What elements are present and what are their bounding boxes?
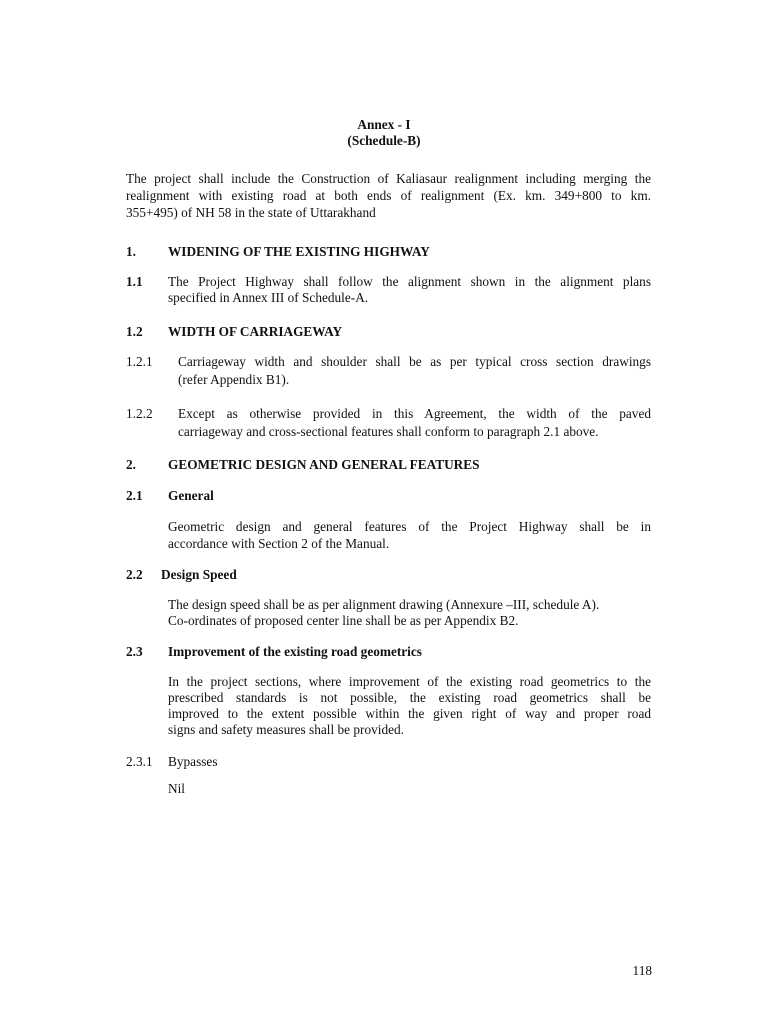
section-2-3-line-3: improved to the extent possible within the given right of way and proper road bbox=[168, 706, 651, 721]
section-1-2-2-line-2: carriageway and cross-sectional features shall conform to paragraph 2.1 above. bbox=[178, 424, 599, 439]
intro-line-3: 355+495) of NH 58 in the state of Uttarakhand bbox=[126, 205, 376, 220]
section-2-heading: GEOMETRIC DESIGN AND GENERAL FEATURES bbox=[168, 457, 480, 472]
intro-line-1: The project shall include the Construction of Kaliasaur realignment including merging the bbox=[126, 171, 651, 186]
schedule-subtitle: (Schedule-B) bbox=[347, 133, 421, 148]
section-2-3-number: 2.3 bbox=[126, 644, 143, 659]
section-2-1-number: 2.1 bbox=[126, 488, 143, 503]
section-1-2-1-line-1: Carriageway width and shoulder shall be as per typical cross section drawings bbox=[178, 354, 651, 369]
section-1-2-number: 1.2 bbox=[126, 324, 143, 339]
section-1-2-2-number: 1.2.2 bbox=[126, 406, 153, 421]
section-1-2-heading: WIDTH OF CARRIAGEWAY bbox=[168, 324, 343, 339]
section-1-1-line-1: The Project Highway shall follow the alignment shown in the alignment plans bbox=[168, 274, 651, 289]
annex-title: Annex - I bbox=[357, 117, 411, 132]
section-2-3-line-1: In the project sections, where improvement of the existing road geometrics to the bbox=[168, 674, 651, 689]
section-2-2-line-2: Co-ordinates of proposed center line shall be as per Appendix B2. bbox=[168, 613, 519, 628]
section-2-3-line-2: prescribed standards is not possible, the existing road geometrics shall be bbox=[168, 690, 651, 705]
section-1-1-number: 1.1 bbox=[126, 274, 143, 289]
intro-line-2: realignment with existing road at both ends of realignment (Ex. km. 349+800 to km. bbox=[126, 188, 651, 203]
section-2-3-heading: Improvement of the existing road geometrics bbox=[168, 644, 422, 659]
section-2-3-line-4: signs and safety measures shall be provided. bbox=[168, 722, 404, 737]
section-1-number: 1. bbox=[126, 244, 136, 259]
section-2-number: 2. bbox=[126, 457, 136, 472]
section-2-3-1-number: 2.3.1 bbox=[126, 754, 153, 769]
section-1-2-1-line-2: (refer Appendix B1). bbox=[178, 372, 290, 387]
section-1-heading: WIDENING OF THE EXISTING HIGHWAY bbox=[168, 244, 430, 259]
section-1-1-line-2: specified in Annex III of Schedule-A. bbox=[168, 290, 369, 305]
section-2-2-line-1: The design speed shall be as per alignment drawing (Annexure –III, schedule A). bbox=[168, 597, 600, 612]
page-number: 118 bbox=[632, 963, 652, 978]
section-1-2-1-number: 1.2.1 bbox=[126, 354, 153, 369]
section-2-2-heading: Design Speed bbox=[161, 567, 237, 582]
bypasses-value: Nil bbox=[168, 781, 185, 796]
section-2-1-line-2: accordance with Section 2 of the Manual. bbox=[168, 536, 390, 551]
section-2-1-line-1: Geometric design and general features of the Project Highway shall be in bbox=[168, 519, 651, 534]
section-2-1-heading: General bbox=[168, 488, 214, 503]
section-2-3-1-heading: Bypasses bbox=[168, 754, 218, 769]
section-1-2-2-line-1: Except as otherwise provided in this Agreement, the width of the paved bbox=[178, 406, 651, 421]
section-2-2-number: 2.2 bbox=[126, 567, 143, 582]
